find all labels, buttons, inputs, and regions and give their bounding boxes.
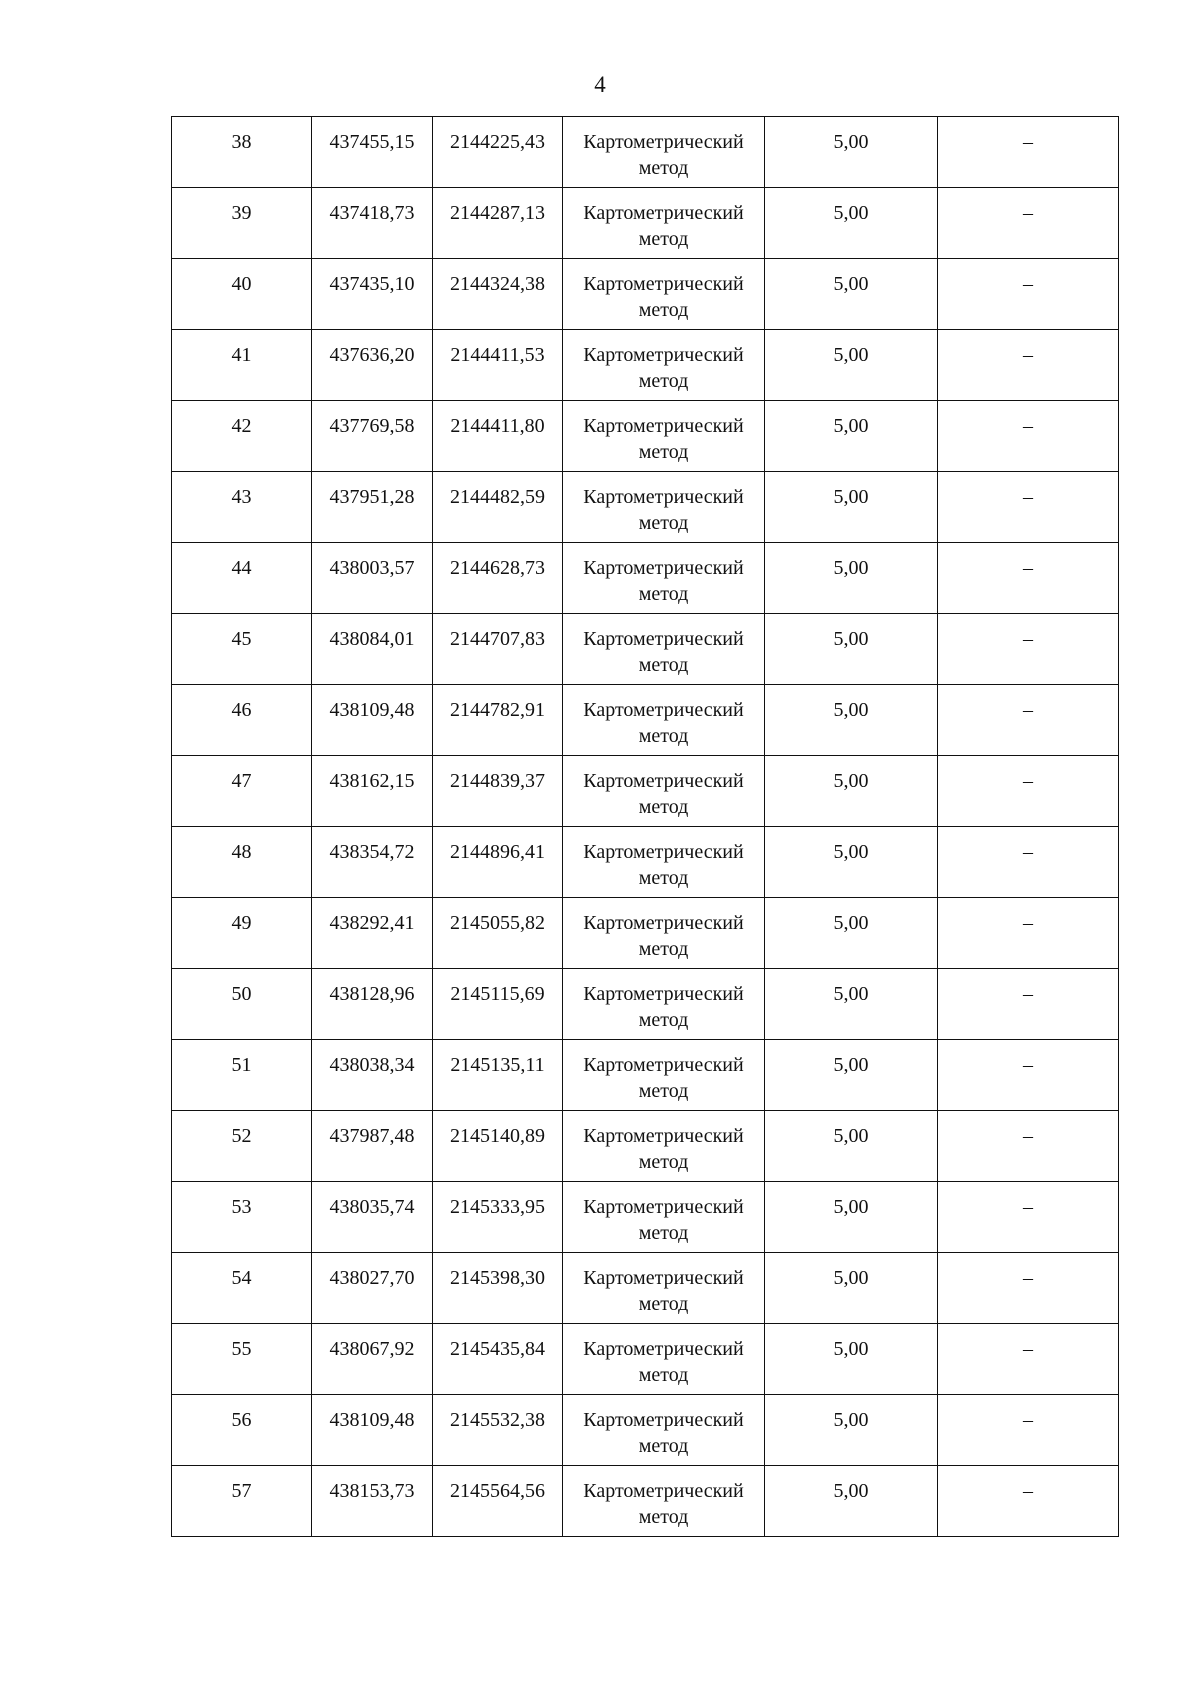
- method-line-2: метод: [638, 299, 689, 321]
- note-cell: –: [938, 685, 1119, 756]
- method-line-1: Картометрический: [583, 912, 744, 934]
- accuracy-cell: 5,00: [765, 259, 938, 330]
- x-coordinate-cell: 437636,20: [312, 330, 433, 401]
- x-coordinate-cell: 438292,41: [312, 898, 433, 969]
- method-line-1: Картометрический: [583, 486, 744, 508]
- table-row: [172, 1324, 1119, 1395]
- y-coordinate-cell: 2144628,73: [433, 543, 563, 614]
- note-cell: –: [938, 1182, 1119, 1253]
- method-line-2: метод: [638, 1151, 689, 1173]
- method-line-1: Картометрический: [583, 557, 744, 579]
- accuracy-cell: 5,00: [765, 685, 938, 756]
- y-coordinate-cell: 2144839,37: [433, 756, 563, 827]
- note-cell: –: [938, 188, 1119, 259]
- x-coordinate-cell: 438128,96: [312, 969, 433, 1040]
- method-line-2: метод: [638, 1222, 689, 1244]
- x-coordinate-cell: 437951,28: [312, 472, 433, 543]
- table-row: [172, 827, 1119, 898]
- method-cell: [563, 1466, 765, 1537]
- table-row: [172, 117, 1119, 188]
- note-cell: –: [938, 330, 1119, 401]
- method-line-1: Картометрический: [583, 1338, 744, 1360]
- method-line-1: Картометрический: [583, 983, 744, 1005]
- note-cell: –: [938, 1466, 1119, 1537]
- y-coordinate-cell: 2144482,59: [433, 472, 563, 543]
- x-coordinate-cell: 438109,48: [312, 685, 433, 756]
- accuracy-cell: 5,00: [765, 188, 938, 259]
- y-coordinate-cell: 2144782,91: [433, 685, 563, 756]
- method-line-1: Картометрический: [583, 273, 744, 295]
- table-row: [172, 401, 1119, 472]
- method-line-1: Картометрический: [583, 699, 744, 721]
- note-cell: –: [938, 969, 1119, 1040]
- method-line-2: метод: [638, 796, 689, 818]
- table-row: [172, 1040, 1119, 1111]
- y-coordinate-cell: 2145135,11: [433, 1040, 563, 1111]
- point-number-cell: 38: [172, 117, 312, 188]
- table-row: [172, 614, 1119, 685]
- point-number-cell: 41: [172, 330, 312, 401]
- y-coordinate-cell: 2145140,89: [433, 1111, 563, 1182]
- point-number-cell: 52: [172, 1111, 312, 1182]
- accuracy-cell: 5,00: [765, 1040, 938, 1111]
- method-line-1: Картометрический: [583, 1409, 744, 1431]
- x-coordinate-cell: 438027,70: [312, 1253, 433, 1324]
- method-line-1: Картометрический: [583, 415, 744, 437]
- x-coordinate-cell: 437769,58: [312, 401, 433, 472]
- note-cell: –: [938, 401, 1119, 472]
- point-number-cell: 44: [172, 543, 312, 614]
- note-cell: –: [938, 898, 1119, 969]
- table-row: [172, 543, 1119, 614]
- point-number-cell: 55: [172, 1324, 312, 1395]
- method-cell: [563, 1040, 765, 1111]
- accuracy-cell: 5,00: [765, 1466, 938, 1537]
- table-body: [172, 117, 1119, 1537]
- point-number-cell: 39: [172, 188, 312, 259]
- method-line-1: Картометрический: [583, 628, 744, 650]
- point-number-cell: 50: [172, 969, 312, 1040]
- method-line-2: метод: [638, 370, 689, 392]
- point-number-cell: 54: [172, 1253, 312, 1324]
- method-cell: [563, 827, 765, 898]
- accuracy-cell: 5,00: [765, 330, 938, 401]
- method-line-2: метод: [638, 441, 689, 463]
- y-coordinate-cell: 2145564,56: [433, 1466, 563, 1537]
- accuracy-cell: 5,00: [765, 614, 938, 685]
- y-coordinate-cell: 2145435,84: [433, 1324, 563, 1395]
- y-coordinate-cell: 2144411,80: [433, 401, 563, 472]
- method-line-1: Картометрический: [583, 344, 744, 366]
- method-line-1: Картометрический: [583, 1125, 744, 1147]
- method-cell: [563, 898, 765, 969]
- accuracy-cell: 5,00: [765, 543, 938, 614]
- y-coordinate-cell: 2145115,69: [433, 969, 563, 1040]
- y-coordinate-cell: 2144324,38: [433, 259, 563, 330]
- note-cell: –: [938, 117, 1119, 188]
- accuracy-cell: 5,00: [765, 401, 938, 472]
- note-cell: –: [938, 472, 1119, 543]
- method-cell: [563, 1111, 765, 1182]
- table-row: [172, 188, 1119, 259]
- y-coordinate-cell: 2144896,41: [433, 827, 563, 898]
- method-cell: [563, 188, 765, 259]
- method-cell: [563, 117, 765, 188]
- point-number-cell: 57: [172, 1466, 312, 1537]
- point-number-cell: 49: [172, 898, 312, 969]
- accuracy-cell: 5,00: [765, 756, 938, 827]
- method-line-1: Картометрический: [583, 131, 744, 153]
- x-coordinate-cell: 438153,73: [312, 1466, 433, 1537]
- point-number-cell: 46: [172, 685, 312, 756]
- table-row: [172, 1253, 1119, 1324]
- x-coordinate-cell: 437987,48: [312, 1111, 433, 1182]
- method-line-1: Картометрический: [583, 1054, 744, 1076]
- table-row: [172, 685, 1119, 756]
- method-line-1: Картометрический: [583, 1196, 744, 1218]
- table-row: [172, 1395, 1119, 1466]
- method-line-2: метод: [638, 228, 689, 250]
- method-cell: [563, 1253, 765, 1324]
- method-line-2: метод: [638, 1009, 689, 1031]
- table-row: [172, 330, 1119, 401]
- method-cell: [563, 1182, 765, 1253]
- accuracy-cell: 5,00: [765, 1111, 938, 1182]
- x-coordinate-cell: 438003,57: [312, 543, 433, 614]
- method-cell: [563, 756, 765, 827]
- y-coordinate-cell: 2145532,38: [433, 1395, 563, 1466]
- method-line-2: метод: [638, 725, 689, 747]
- method-line-1: Картометрический: [583, 770, 744, 792]
- y-coordinate-cell: 2144287,13: [433, 188, 563, 259]
- table-row: [172, 1182, 1119, 1253]
- table-row: [172, 1466, 1119, 1537]
- point-number-cell: 53: [172, 1182, 312, 1253]
- note-cell: –: [938, 1324, 1119, 1395]
- y-coordinate-cell: 2144707,83: [433, 614, 563, 685]
- accuracy-cell: 5,00: [765, 1395, 938, 1466]
- method-cell: [563, 543, 765, 614]
- method-cell: [563, 401, 765, 472]
- method-line-2: метод: [638, 1293, 689, 1315]
- method-cell: [563, 1395, 765, 1466]
- method-cell: [563, 330, 765, 401]
- note-cell: –: [938, 1253, 1119, 1324]
- point-number-cell: 48: [172, 827, 312, 898]
- method-cell: [563, 685, 765, 756]
- method-line-2: метод: [638, 1435, 689, 1457]
- x-coordinate-cell: 437418,73: [312, 188, 433, 259]
- accuracy-cell: 5,00: [765, 117, 938, 188]
- y-coordinate-cell: 2144411,53: [433, 330, 563, 401]
- coordinates-table: [171, 116, 1119, 1537]
- accuracy-cell: 5,00: [765, 969, 938, 1040]
- x-coordinate-cell: 437435,10: [312, 259, 433, 330]
- method-line-2: метод: [638, 1364, 689, 1386]
- note-cell: –: [938, 543, 1119, 614]
- accuracy-cell: 5,00: [765, 1253, 938, 1324]
- page-number: 4: [594, 72, 606, 97]
- table-row: [172, 1111, 1119, 1182]
- note-cell: –: [938, 1395, 1119, 1466]
- point-number-cell: 47: [172, 756, 312, 827]
- point-number-cell: 56: [172, 1395, 312, 1466]
- accuracy-cell: 5,00: [765, 1324, 938, 1395]
- y-coordinate-cell: 2145055,82: [433, 898, 563, 969]
- note-cell: –: [938, 1040, 1119, 1111]
- table-row: [172, 472, 1119, 543]
- x-coordinate-cell: 438035,74: [312, 1182, 433, 1253]
- table-row: [172, 898, 1119, 969]
- y-coordinate-cell: 2145398,30: [433, 1253, 563, 1324]
- point-number-cell: 40: [172, 259, 312, 330]
- method-cell: [563, 969, 765, 1040]
- x-coordinate-cell: 437455,15: [312, 117, 433, 188]
- accuracy-cell: 5,00: [765, 1182, 938, 1253]
- x-coordinate-cell: 438084,01: [312, 614, 433, 685]
- y-coordinate-cell: 2144225,43: [433, 117, 563, 188]
- note-cell: –: [938, 1111, 1119, 1182]
- method-cell: [563, 614, 765, 685]
- method-line-2: метод: [638, 157, 689, 179]
- method-line-1: Картометрический: [583, 1480, 744, 1502]
- point-number-cell: 42: [172, 401, 312, 472]
- accuracy-cell: 5,00: [765, 472, 938, 543]
- method-line-2: метод: [638, 1506, 689, 1528]
- point-number-cell: 45: [172, 614, 312, 685]
- x-coordinate-cell: 438354,72: [312, 827, 433, 898]
- x-coordinate-cell: 438067,92: [312, 1324, 433, 1395]
- method-line-2: метод: [638, 583, 689, 605]
- method-line-2: метод: [638, 867, 689, 889]
- method-cell: [563, 472, 765, 543]
- accuracy-cell: 5,00: [765, 898, 938, 969]
- x-coordinate-cell: 438162,15: [312, 756, 433, 827]
- table-row: [172, 756, 1119, 827]
- table-row: [172, 969, 1119, 1040]
- method-cell: [563, 259, 765, 330]
- note-cell: –: [938, 614, 1119, 685]
- method-line-1: Картометрический: [583, 841, 744, 863]
- x-coordinate-cell: 438038,34: [312, 1040, 433, 1111]
- point-number-cell: 51: [172, 1040, 312, 1111]
- method-line-1: Картометрический: [583, 1267, 744, 1289]
- method-line-2: метод: [638, 512, 689, 534]
- method-cell: [563, 1324, 765, 1395]
- note-cell: –: [938, 827, 1119, 898]
- note-cell: –: [938, 756, 1119, 827]
- method-line-2: метод: [638, 1080, 689, 1102]
- note-cell: –: [938, 259, 1119, 330]
- method-line-2: метод: [638, 654, 689, 676]
- point-number-cell: 43: [172, 472, 312, 543]
- accuracy-cell: 5,00: [765, 827, 938, 898]
- table-row: [172, 259, 1119, 330]
- method-line-1: Картометрический: [583, 202, 744, 224]
- x-coordinate-cell: 438109,48: [312, 1395, 433, 1466]
- y-coordinate-cell: 2145333,95: [433, 1182, 563, 1253]
- method-line-2: метод: [638, 938, 689, 960]
